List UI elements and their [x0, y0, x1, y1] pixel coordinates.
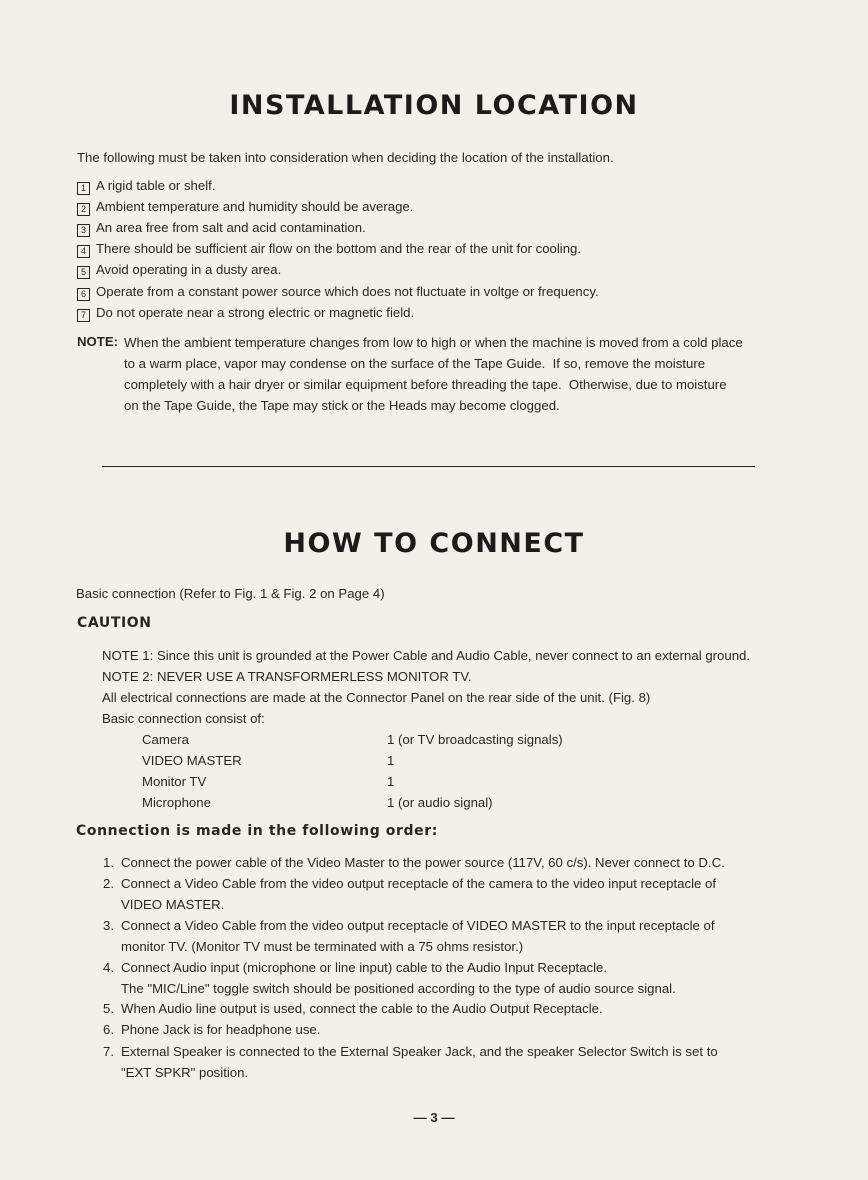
item-text: Ambient temperature and humidity should be average.	[96, 199, 414, 214]
note-line-3: completely with a hair dryer or similar equipment before threading the tape. Otherwise, due to moisture	[124, 377, 727, 392]
equipment-name: Monitor TV	[142, 774, 207, 789]
note-label: NOTE:	[77, 334, 119, 349]
item-number-box: 7	[77, 309, 90, 322]
installation-item-6	[77, 285, 599, 301]
installation-item-1	[77, 179, 216, 195]
item-number-box: 3	[77, 224, 90, 237]
order-heading: Connection is made in the following order:	[76, 823, 438, 839]
note-line-1: When the ambient temperature changes from low to high or when the machine is moved from a cold place	[124, 335, 743, 350]
installation-item-7	[77, 306, 414, 322]
step-7-line-2: "EXT SPKR" position.	[121, 1065, 249, 1080]
item-text: A rigid table or shelf.	[96, 178, 216, 193]
item-text: Avoid operating in a dusty area.	[96, 262, 282, 277]
step-1-line-1: Connect the power cable of the Video Master to the power source (117V, 60 c/s). Never connect to D.C.	[121, 855, 725, 870]
installation-intro: The following must be taken into consideration when deciding the location of the installation.	[77, 150, 614, 165]
step-number: 7.	[103, 1044, 114, 1059]
installation-item-5	[77, 263, 281, 279]
step-number: 3.	[103, 918, 114, 933]
step-number: 4.	[103, 960, 114, 975]
step-7-line-1: External Speaker is connected to the External Speaker Jack, and the speaker Selector Switch is set to	[121, 1044, 718, 1059]
page-number: — 3 —	[413, 1110, 455, 1125]
item-text: Do not operate near a strong electric or magnetic field.	[96, 305, 415, 320]
caution-note-1: NOTE 1: Since this unit is grounded at the Power Cable and Audio Cable, never connect to an external ground.	[102, 648, 751, 663]
step-3-line-2: monitor TV. (Monitor TV must be terminated with a 75 ohms resistor.)	[121, 939, 524, 954]
installation-item-4	[77, 242, 581, 258]
item-number-box: 4	[77, 245, 90, 258]
equipment-qty: 1 (or audio signal)	[387, 795, 493, 810]
caution-note-2: NOTE 2: NEVER USE A TRANSFORMERLESS MONITOR TV.	[102, 669, 472, 684]
step-number: 2.	[103, 876, 114, 891]
consist-line: Basic connection consist of:	[102, 711, 265, 726]
connect-title: HOW TO CONNECT	[283, 528, 585, 559]
item-text: Operate from a constant power source which does not fluctuate in voltge or frequency.	[96, 284, 599, 299]
item-number-box: 2	[77, 203, 90, 216]
step-3-line-1: Connect a Video Cable from the video output receptacle of VIDEO MASTER to the input receptacle of	[121, 918, 715, 933]
step-6-line-1: Phone Jack is for headphone use.	[121, 1022, 321, 1037]
step-2-line-2: VIDEO MASTER.	[121, 897, 225, 912]
step-number: 1.	[103, 855, 114, 870]
installation-item-3	[77, 221, 366, 237]
item-number-box: 1	[77, 182, 90, 195]
equipment-name: Microphone	[142, 795, 211, 810]
equipment-qty: 1	[387, 753, 395, 768]
connector-panel-line: All electrical connections are made at the Connector Panel on the rear side of the unit. (Fig. 8)	[102, 690, 651, 705]
note-line-2: to a warm place, vapor may condense on the surface of the Tape Guide. If so, remove the moisture	[124, 356, 706, 371]
caution-heading: CAUTION	[77, 615, 152, 631]
equipment-name: VIDEO MASTER	[142, 753, 242, 768]
step-4-line-1: Connect Audio input (microphone or line input) cable to the Audio Input Receptacle.	[121, 960, 608, 975]
installation-title: INSTALLATION LOCATION	[229, 90, 639, 121]
step-4-line-2: The "MIC/Line" toggle switch should be positioned according to the type of audio source signal.	[121, 981, 676, 996]
step-number: 5.	[103, 1001, 114, 1016]
item-number-box: 5	[77, 266, 90, 279]
equipment-qty: 1 (or TV broadcasting signals)	[387, 732, 563, 747]
step-5-line-1: When Audio line output is used, connect the cable to the Audio Output Receptacle.	[121, 1001, 603, 1016]
basic-connection-line: Basic connection (Refer to Fig. 1 & Fig. 2 on Page 4)	[76, 586, 385, 601]
step-number: 6.	[103, 1022, 114, 1037]
item-text: There should be sufficient air flow on the bottom and the rear of the unit for cooling.	[96, 241, 582, 256]
item-number-box: 6	[77, 288, 90, 301]
equipment-qty: 1	[387, 774, 395, 789]
note-line-4: on the Tape Guide, the Tape may stick or the Heads may become clogged.	[124, 398, 560, 413]
step-2-line-1: Connect a Video Cable from the video output receptacle of the camera to the video input receptacle of	[121, 876, 717, 891]
installation-item-2	[77, 200, 413, 216]
equipment-name: Camera	[142, 732, 189, 747]
item-text: An area free from salt and acid contamination.	[96, 220, 366, 235]
section-divider	[102, 466, 755, 467]
